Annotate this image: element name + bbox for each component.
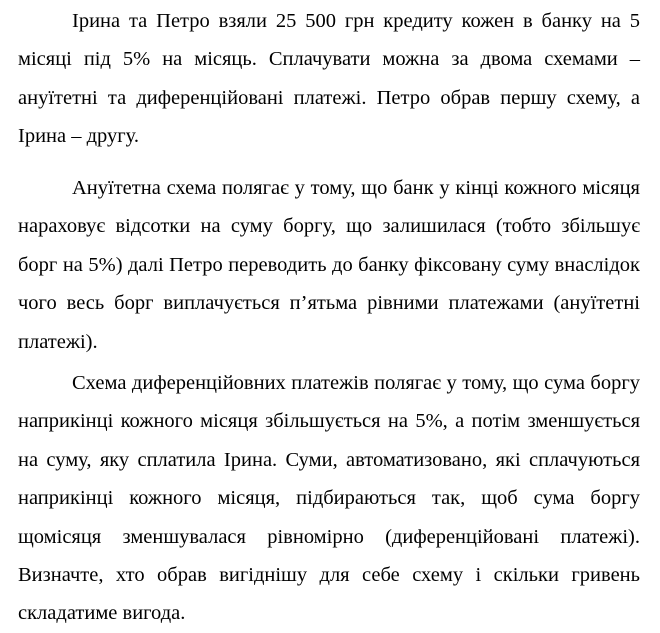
paragraph-differentiated-scheme: Схема диференційовних платежів полягає у тому, що сума боргу наприкінці кожного місяця збільшується на 5%, а потім зменшується на суму, яку сплатила Ірина. Суми, автоматизовано, які сплачуються наприкінці кожного місяця, підбираються так, щоб сума боргу щомісяця зменшувалася рівномірно (диференційовані платежі). Визначте, хто обрав вигіднішу для себе схему і скільки гривень складатиме вигода.: [18, 372, 640, 625]
paragraph-problem-statement: Ірина та Петро взяли 25 500 грн кредиту кожен в банку на 5 місяці під 5% на місяць. Сплачувати можна за двома схемами – ануїтетні та диференційовані платежі. Петро обрав першу схему, а Ірина – другу.: [18, 10, 640, 148]
paragraph-annuity-scheme: Ануїтетна схема полягає у тому, що банк у кінці кожного місяця нараховує відсотки на суму боргу, що залишилася (тобто збільшує борг на 5%) далі Петро переводить до банку фіксовану суму внаслідок чого весь борг виплачується п’ятьма рівними платежами (ануїтетні платежі).: [18, 177, 640, 353]
